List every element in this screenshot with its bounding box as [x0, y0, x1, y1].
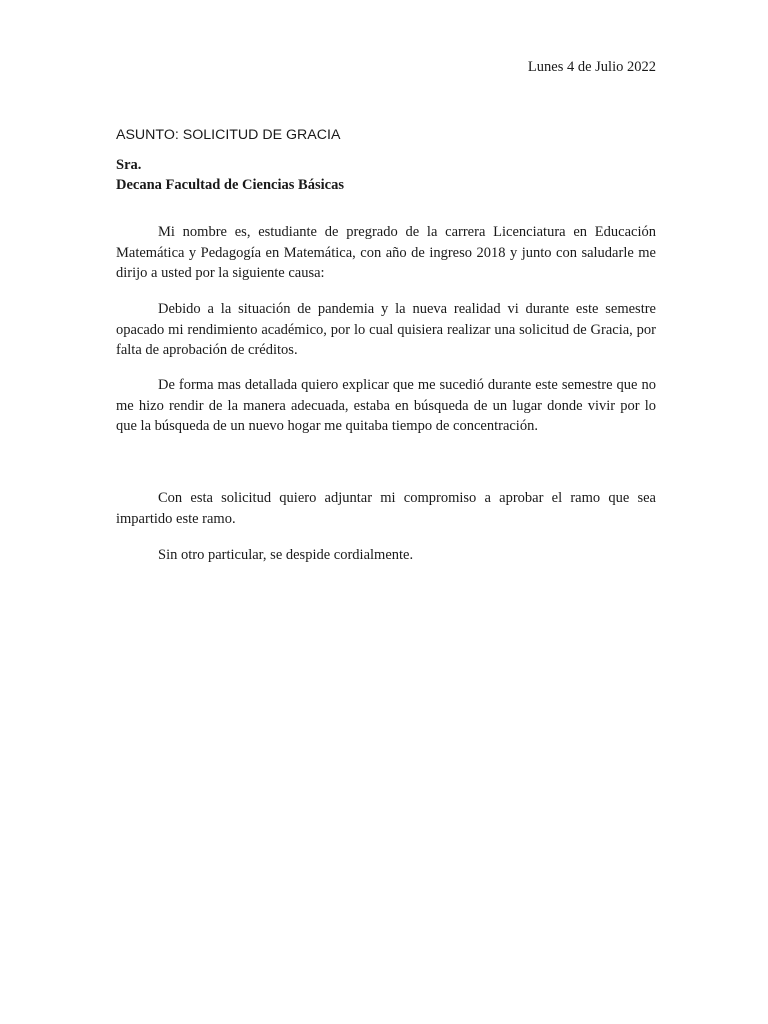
salutation: Sra. — [116, 157, 142, 173]
body-paragraph-detail: De forma mas detallada quiero explicar que me sucedió durante este semestre que no me hizo rendir de la manera adecuada, estaba en búsqueda de un lugar donde vivir por lo que la búsqueda de un nuevo hogar me quitaba tiempo de concentración. — [116, 377, 656, 434]
body-paragraph-reason: Debido a la situación de pandemia y la nueva realidad vi durante este semestre opacado mi rendimiento académico, por lo cual quisiera realizar una solicitud de Gracia, por falta de aprobación de créditos. — [116, 301, 656, 358]
recipient-block — [116, 155, 344, 195]
closing-paragraph: Sin otro particular, se despide cordialmente. — [158, 547, 414, 563]
body-paragraph-intro: Mi nombre es, estudiante de pregrado de la carrera Licenciatura en Educación Matemática y Pedagogía en Matemática, con año de ingreso 2018 y junto con saludarle me dirijo a usted por la siguiente causa: — [116, 224, 656, 281]
recipient-title: Decana Facultad de Ciencias Básicas — [116, 177, 344, 193]
letter-date: Lunes 4 de Julio 2022 — [527, 59, 656, 75]
body-paragraph-commitment: Con esta solicitud quiero adjuntar mi compromiso a aprobar el ramo que sea impartido este ramo. — [116, 490, 656, 527]
letter-subject: ASUNTO: SOLICITUD DE GRACIA — [116, 127, 341, 143]
